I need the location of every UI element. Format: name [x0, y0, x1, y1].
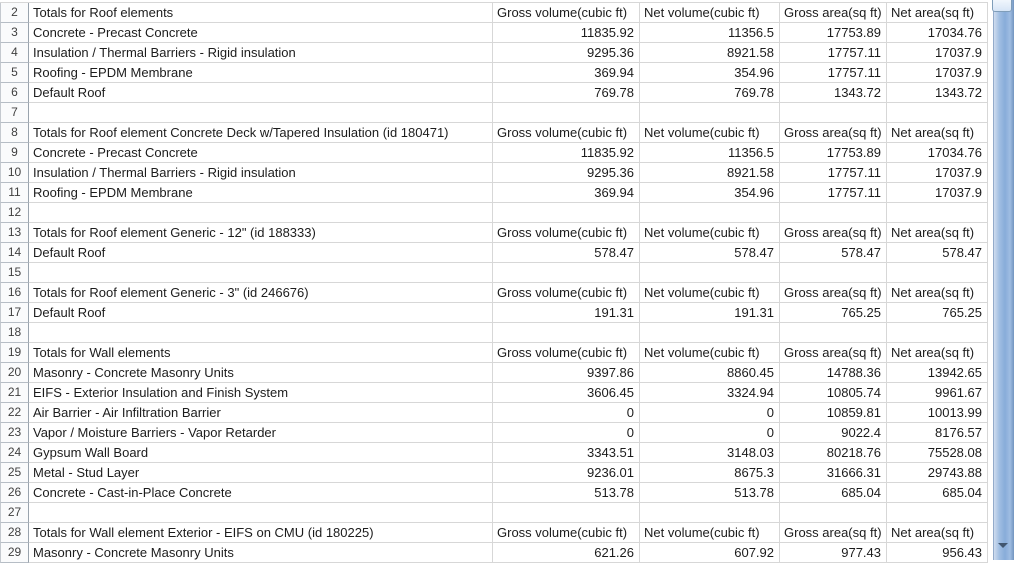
row-number-27[interactable]: 27 — [0, 503, 29, 523]
cell-E20[interactable]: 14788.36 — [780, 363, 887, 383]
cell-E21[interactable]: 10805.74 — [780, 383, 887, 403]
scrollbar-thumb[interactable] — [993, 0, 1014, 560]
cell-F5[interactable]: 17037.9 — [887, 63, 988, 83]
sheet-row-19 — [0, 343, 988, 363]
cell-D16[interactable]: Net volume(cubic ft) — [640, 283, 780, 303]
row-number-21[interactable]: 21 — [0, 383, 29, 403]
cell-B17[interactable]: Default Roof — [29, 303, 493, 323]
sheet-row-26 — [0, 483, 988, 503]
row-number-5[interactable]: 5 — [0, 63, 29, 83]
cell-F27[interactable] — [887, 503, 988, 523]
cell-D13[interactable]: Net volume(cubic ft) — [640, 223, 780, 243]
cell-F21[interactable]: 9961.67 — [887, 383, 988, 403]
sheet-row-25 — [0, 463, 988, 483]
cell-E25[interactable]: 31666.31 — [780, 463, 887, 483]
sheet-row-6 — [0, 83, 988, 103]
cell-E7[interactable] — [780, 103, 887, 123]
cell-F7[interactable] — [887, 103, 988, 123]
cell-B15[interactable] — [29, 263, 493, 283]
cell-C5[interactable]: 369.94 — [493, 63, 640, 83]
cell-B5[interactable]: Roofing - EPDM Membrane — [29, 63, 493, 83]
cell-C27[interactable] — [493, 503, 640, 523]
cell-D26[interactable]: 513.78 — [640, 483, 780, 503]
cell-E22[interactable]: 10859.81 — [780, 403, 887, 423]
cell-D28[interactable]: Net volume(cubic ft) — [640, 523, 780, 543]
cell-E27[interactable] — [780, 503, 887, 523]
cell-E10[interactable]: 17757.11 — [780, 163, 887, 183]
sheet-row-3 — [0, 23, 988, 43]
cell-F6[interactable]: 1343.72 — [887, 83, 988, 103]
cell-F17[interactable]: 765.25 — [887, 303, 988, 323]
cell-C4[interactable]: 9295.36 — [493, 43, 640, 63]
cell-C26[interactable]: 513.78 — [493, 483, 640, 503]
sheet-row-28 — [0, 523, 988, 543]
cell-B19[interactable]: Totals for Wall elements — [29, 343, 493, 363]
cell-F29[interactable]: 956.43 — [887, 543, 988, 563]
sheet-row-14 — [0, 243, 988, 263]
cell-B24[interactable]: Gypsum Wall Board — [29, 443, 493, 463]
cell-B29[interactable]: Masonry - Concrete Masonry Units — [29, 543, 493, 563]
sheet-row-18 — [0, 323, 988, 343]
cell-C15[interactable] — [493, 263, 640, 283]
row-number-24[interactable]: 24 — [0, 443, 29, 463]
cell-B27[interactable] — [29, 503, 493, 523]
cell-B3[interactable]: Concrete - Precast Concrete — [29, 23, 493, 43]
row-number-23[interactable]: 23 — [0, 423, 29, 443]
cell-B10[interactable]: Insulation / Thermal Barriers - Rigid insulation — [29, 163, 493, 183]
cell-E8[interactable]: Gross area(sq ft) — [780, 123, 887, 143]
cell-F3[interactable]: 17034.76 — [887, 23, 988, 43]
cell-C13[interactable]: Gross volume(cubic ft) — [493, 223, 640, 243]
scrollbar-top-box[interactable] — [992, 0, 1012, 12]
row-number-6[interactable]: 6 — [0, 83, 29, 103]
cell-F16[interactable]: Net area(sq ft) — [887, 283, 988, 303]
cell-C17[interactable]: 191.31 — [493, 303, 640, 323]
cell-F22[interactable]: 10013.99 — [887, 403, 988, 423]
row-number-26[interactable]: 26 — [0, 483, 29, 503]
sheet-row-2 — [0, 3, 988, 23]
cell-C22[interactable]: 0 — [493, 403, 640, 423]
row-number-22[interactable]: 22 — [0, 403, 29, 423]
sheet-row-5 — [0, 63, 988, 83]
cell-C12[interactable] — [493, 203, 640, 223]
cell-D14[interactable]: 578.47 — [640, 243, 780, 263]
cell-D8[interactable]: Net volume(cubic ft) — [640, 123, 780, 143]
cell-D18[interactable] — [640, 323, 780, 343]
row-number-11[interactable]: 11 — [0, 183, 29, 203]
cell-D12[interactable] — [640, 203, 780, 223]
cell-B20[interactable]: Masonry - Concrete Masonry Units — [29, 363, 493, 383]
cell-D17[interactable]: 191.31 — [640, 303, 780, 323]
chevron-down-icon — [998, 543, 1008, 548]
cell-B7[interactable] — [29, 103, 493, 123]
vertical-scrollbar[interactable] — [988, 0, 1015, 560]
cell-F19[interactable]: Net area(sq ft) — [887, 343, 988, 363]
cell-D22[interactable]: 0 — [640, 403, 780, 423]
cell-F24[interactable]: 75528.08 — [887, 443, 988, 463]
cell-E15[interactable] — [780, 263, 887, 283]
row-number-2[interactable]: 2 — [0, 3, 29, 23]
cell-E4[interactable]: 17757.11 — [780, 43, 887, 63]
cell-E14[interactable]: 578.47 — [780, 243, 887, 263]
cell-D27[interactable] — [640, 503, 780, 523]
cell-E12[interactable] — [780, 203, 887, 223]
row-number-29[interactable]: 29 — [0, 543, 29, 563]
cell-B2[interactable]: Totals for Roof elements — [29, 3, 493, 23]
cell-E24[interactable]: 80218.76 — [780, 443, 887, 463]
cell-F10[interactable]: 17037.9 — [887, 163, 988, 183]
row-number-13[interactable]: 13 — [0, 223, 29, 243]
cell-D9[interactable]: 11356.5 — [640, 143, 780, 163]
cell-D25[interactable]: 8675.3 — [640, 463, 780, 483]
sheet-row-8 — [0, 123, 988, 143]
cell-C8[interactable]: Gross volume(cubic ft) — [493, 123, 640, 143]
row-number-3[interactable]: 3 — [0, 23, 29, 43]
sheet-row-13 — [0, 223, 988, 243]
cell-grid — [0, 2, 988, 563]
cell-C10[interactable]: 9295.36 — [493, 163, 640, 183]
sheet-row-20 — [0, 363, 988, 383]
cell-C20[interactable]: 9397.86 — [493, 363, 640, 383]
cell-B18[interactable] — [29, 323, 493, 343]
cell-F12[interactable] — [887, 203, 988, 223]
sheet-row-11 — [0, 183, 988, 203]
cell-F18[interactable] — [887, 323, 988, 343]
cell-D10[interactable]: 8921.58 — [640, 163, 780, 183]
cell-E6[interactable]: 1343.72 — [780, 83, 887, 103]
row-number-17[interactable]: 17 — [0, 303, 29, 323]
cell-B14[interactable]: Default Roof — [29, 243, 493, 263]
cell-F15[interactable] — [887, 263, 988, 283]
cell-C14[interactable]: 578.47 — [493, 243, 640, 263]
cell-B13[interactable]: Totals for Roof element Generic - 12" (id 188333) — [29, 223, 493, 243]
cell-E28[interactable]: Gross area(sq ft) — [780, 523, 887, 543]
cell-B11[interactable]: Roofing - EPDM Membrane — [29, 183, 493, 203]
cell-D29[interactable]: 607.92 — [640, 543, 780, 563]
sheet-row-24 — [0, 443, 988, 463]
cell-E17[interactable]: 765.25 — [780, 303, 887, 323]
sheet-row-12 — [0, 203, 988, 223]
cell-F20[interactable]: 13942.65 — [887, 363, 988, 383]
cell-B23[interactable]: Vapor / Moisture Barriers - Vapor Retarder — [29, 423, 493, 443]
cell-F28[interactable]: Net area(sq ft) — [887, 523, 988, 543]
sheet-row-23 — [0, 423, 988, 443]
cell-C11[interactable]: 369.94 — [493, 183, 640, 203]
cell-C2[interactable]: Gross volume(cubic ft) — [493, 3, 640, 23]
row-number-9[interactable]: 9 — [0, 143, 29, 163]
row-number-18[interactable]: 18 — [0, 323, 29, 343]
cell-C24[interactable]: 3343.51 — [493, 443, 640, 463]
row-number-8[interactable]: 8 — [0, 123, 29, 143]
sheet-row-21 — [0, 383, 988, 403]
sheet-row-27 — [0, 503, 988, 523]
cell-C7[interactable] — [493, 103, 640, 123]
cell-C9[interactable]: 11835.92 — [493, 143, 640, 163]
sheet-row-22 — [0, 403, 988, 423]
sheet-row-15 — [0, 263, 988, 283]
cell-C3[interactable]: 11835.92 — [493, 23, 640, 43]
cell-F2[interactable]: Net area(sq ft) — [887, 3, 988, 23]
scroll-down-button[interactable] — [993, 536, 1013, 554]
cell-E2[interactable]: Gross area(sq ft) — [780, 3, 887, 23]
cell-D15[interactable] — [640, 263, 780, 283]
cell-C19[interactable]: Gross volume(cubic ft) — [493, 343, 640, 363]
sheet-row-4 — [0, 43, 988, 63]
cell-B22[interactable]: Air Barrier - Air Infiltration Barrier — [29, 403, 493, 423]
cell-F26[interactable]: 685.04 — [887, 483, 988, 503]
row-number-4[interactable]: 4 — [0, 43, 29, 63]
cell-B26[interactable]: Concrete - Cast-in-Place Concrete — [29, 483, 493, 503]
cell-C6[interactable]: 769.78 — [493, 83, 640, 103]
sheet-row-16 — [0, 283, 988, 303]
cell-D4[interactable]: 8921.58 — [640, 43, 780, 63]
sheet-row-17 — [0, 303, 988, 323]
cell-E23[interactable]: 9022.4 — [780, 423, 887, 443]
cell-C21[interactable]: 3606.45 — [493, 383, 640, 403]
cell-D20[interactable]: 8860.45 — [640, 363, 780, 383]
cell-B12[interactable] — [29, 203, 493, 223]
cell-F23[interactable]: 8176.57 — [887, 423, 988, 443]
sheet-row-9 — [0, 143, 988, 163]
row-number-7[interactable]: 7 — [0, 103, 29, 123]
cell-F13[interactable]: Net area(sq ft) — [887, 223, 988, 243]
cell-F8[interactable]: Net area(sq ft) — [887, 123, 988, 143]
cell-B21[interactable]: EIFS - Exterior Insulation and Finish System — [29, 383, 493, 403]
row-number-14[interactable]: 14 — [0, 243, 29, 263]
cell-C23[interactable]: 0 — [493, 423, 640, 443]
row-number-16[interactable]: 16 — [0, 283, 29, 303]
sheet-row-10 — [0, 163, 988, 183]
cell-F9[interactable]: 17034.76 — [887, 143, 988, 163]
cell-C25[interactable]: 9236.01 — [493, 463, 640, 483]
row-number-10[interactable]: 10 — [0, 163, 29, 183]
row-number-15[interactable]: 15 — [0, 263, 29, 283]
cell-B28[interactable]: Totals for Wall element Exterior - EIFS on CMU (id 180225) — [29, 523, 493, 543]
cell-E11[interactable]: 17757.11 — [780, 183, 887, 203]
cell-E3[interactable]: 17753.89 — [780, 23, 887, 43]
cell-D7[interactable] — [640, 103, 780, 123]
cell-B9[interactable]: Concrete - Precast Concrete — [29, 143, 493, 163]
cell-E19[interactable]: Gross area(sq ft) — [780, 343, 887, 363]
cell-E9[interactable]: 17753.89 — [780, 143, 887, 163]
cell-D6[interactable]: 769.78 — [640, 83, 780, 103]
cell-D24[interactable]: 3148.03 — [640, 443, 780, 463]
cell-D21[interactable]: 3324.94 — [640, 383, 780, 403]
sheet-row-29 — [0, 543, 988, 563]
cell-C28[interactable]: Gross volume(cubic ft) — [493, 523, 640, 543]
cell-F4[interactable]: 17037.9 — [887, 43, 988, 63]
cell-C16[interactable]: Gross volume(cubic ft) — [493, 283, 640, 303]
cell-D3[interactable]: 11356.5 — [640, 23, 780, 43]
cell-F11[interactable]: 17037.9 — [887, 183, 988, 203]
cell-F14[interactable]: 578.47 — [887, 243, 988, 263]
row-number-28[interactable]: 28 — [0, 523, 29, 543]
cell-B25[interactable]: Metal - Stud Layer — [29, 463, 493, 483]
row-number-25[interactable]: 25 — [0, 463, 29, 483]
cell-D23[interactable]: 0 — [640, 423, 780, 443]
cell-C29[interactable]: 621.26 — [493, 543, 640, 563]
cell-C18[interactable] — [493, 323, 640, 343]
cell-E13[interactable]: Gross area(sq ft) — [780, 223, 887, 243]
cell-D2[interactable]: Net volume(cubic ft) — [640, 3, 780, 23]
cell-E5[interactable]: 17757.11 — [780, 63, 887, 83]
sheet-row-7 — [0, 103, 988, 123]
cell-B6[interactable]: Default Roof — [29, 83, 493, 103]
row-number-20[interactable]: 20 — [0, 363, 29, 383]
cell-B16[interactable]: Totals for Roof element Generic - 3" (id 246676) — [29, 283, 493, 303]
cell-F25[interactable]: 29743.88 — [887, 463, 988, 483]
cell-D19[interactable]: Net volume(cubic ft) — [640, 343, 780, 363]
row-number-12[interactable]: 12 — [0, 203, 29, 223]
cell-E16[interactable]: Gross area(sq ft) — [780, 283, 887, 303]
cell-E26[interactable]: 685.04 — [780, 483, 887, 503]
cell-B4[interactable]: Insulation / Thermal Barriers - Rigid insulation — [29, 43, 493, 63]
cell-E18[interactable] — [780, 323, 887, 343]
row-number-19[interactable]: 19 — [0, 343, 29, 363]
cell-E29[interactable]: 977.43 — [780, 543, 887, 563]
cell-D11[interactable]: 354.96 — [640, 183, 780, 203]
cell-B8[interactable]: Totals for Roof element Concrete Deck w/Tapered Insulation (id 180471) — [29, 123, 493, 143]
cell-D5[interactable]: 354.96 — [640, 63, 780, 83]
